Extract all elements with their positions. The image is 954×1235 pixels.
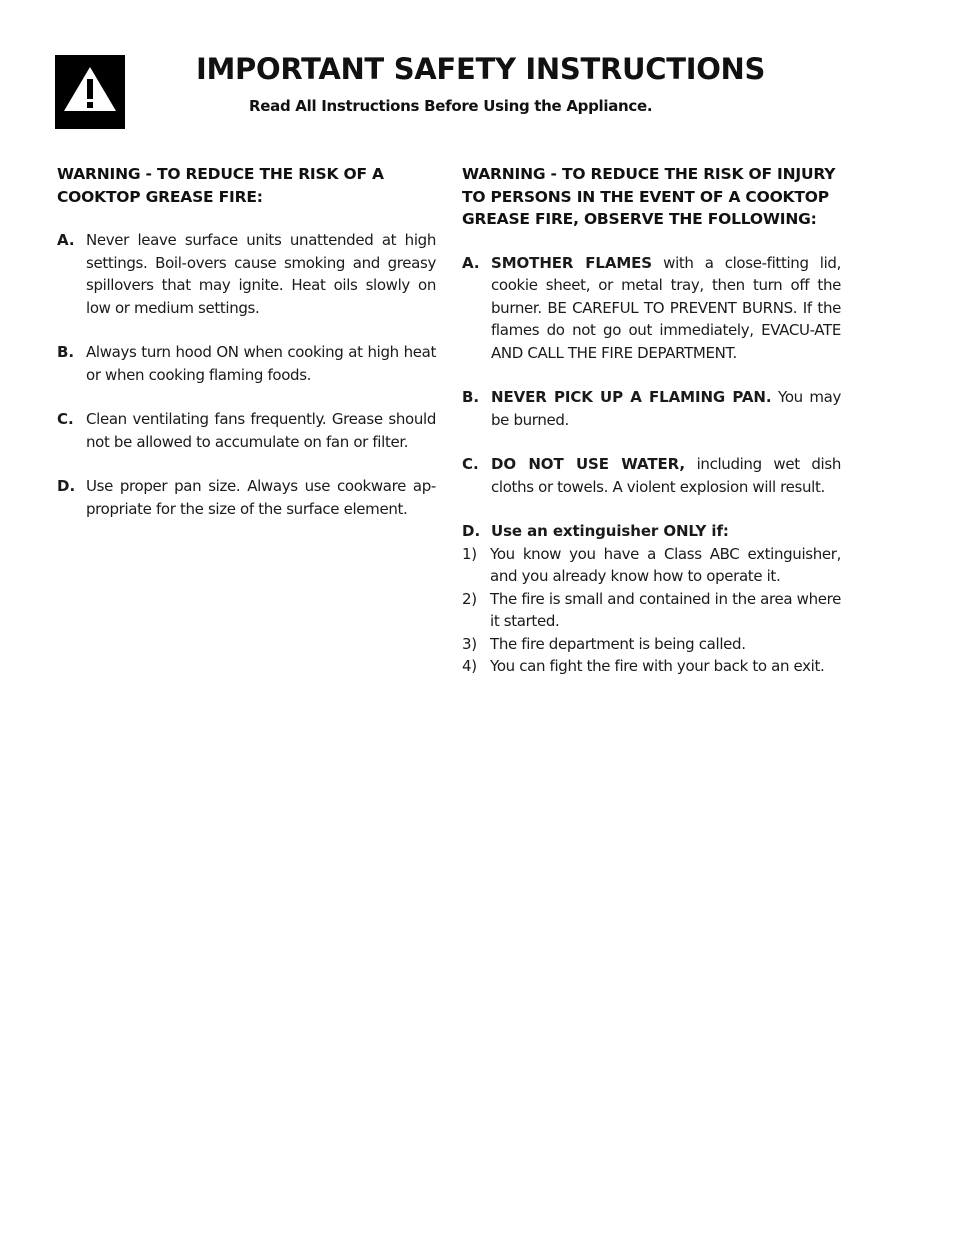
item-marker: A. — [57, 231, 75, 249]
list-item — [57, 475, 436, 520]
list-item — [57, 341, 436, 386]
item-lead: Use an extinguisher ONLY if: — [491, 522, 729, 540]
item-text: You may be burned. — [491, 388, 841, 429]
list-item — [57, 229, 436, 319]
item-lead: SMOTHER FLAMES — [491, 253, 653, 272]
item-lead: NEVER PICK UP A FLAMING PAN. — [491, 388, 772, 406]
condition-text: You can fight the fire with your back to an exit. — [490, 657, 825, 675]
warning-triangle-icon — [55, 55, 125, 129]
item-marker: B. — [462, 388, 480, 406]
item-marker: D. — [462, 522, 481, 540]
list-item — [57, 408, 436, 453]
condition-text: The fire department is being called. — [490, 634, 746, 653]
right-warning-heading: WARNING - TO REDUCE THE RISK OF INJURY TO PERSONS IN THE EVENT OF A COOKTOP GREASE FIRE, OBSERVE THE FOLLOWING: — [462, 165, 836, 228]
left-warning-heading: WARNING - TO REDUCE THE RISK OF A COOKTOP GREASE FIRE: — [57, 165, 384, 206]
item-text: Always turn hood ON when cooking at high heat or when cooking flaming foods. — [86, 343, 436, 384]
condition-marker: 1) — [462, 544, 477, 563]
condition-item — [462, 655, 841, 678]
item-lead: DO NOT USE WATER, — [491, 455, 685, 473]
list-item — [462, 520, 841, 543]
left-instruction-list — [57, 229, 436, 520]
item-text: with a close-fitting lid, cookie sheet, or metal tray, then turn off the burner. BE CAREFUL TO PREVENT BURNS. If the flames do not go out immediately, EVACU-ATE AND CALL THE FIRE DEPARTMENT. — [491, 253, 841, 362]
item-marker: C. — [57, 410, 74, 428]
item-text: Clean ventilating fans frequently. Grease should not be allowed to accumulate on fan or filter. — [86, 410, 436, 451]
right-instruction-list — [462, 252, 841, 543]
condition-item — [462, 588, 841, 633]
item-text: Never leave surface units unattended at high settings. Boil-overs cause smoking and greasy spillovers that may ignite. Heat oils slowly on low or medium settings. — [86, 231, 436, 317]
item-marker: C. — [462, 455, 479, 473]
condition-text: You know you have a Class ABC extinguisher, and you already know how to operate it. — [490, 544, 841, 585]
condition-marker: 4) — [462, 657, 477, 675]
condition-item — [462, 543, 841, 588]
page-subtitle: Read All Instructions Before Using the Appliance. — [249, 97, 653, 115]
condition-text: The fire is small and contained in the area where it started. — [490, 589, 841, 630]
list-item — [462, 252, 841, 365]
item-text: including wet dish cloths or towels. A violent explosion will result. — [491, 455, 841, 496]
page-title: IMPORTANT SAFETY INSTRUCTIONS — [196, 52, 766, 86]
condition-marker: 2) — [462, 589, 477, 608]
item-marker: B. — [57, 343, 75, 361]
extinguisher-conditions-list — [462, 543, 841, 678]
item-marker: A. — [462, 253, 480, 272]
condition-item — [462, 633, 841, 656]
item-marker: D. — [57, 477, 76, 495]
warning-badge — [55, 55, 125, 129]
list-item — [462, 453, 841, 498]
list-item — [462, 386, 841, 431]
left-column — [57, 163, 436, 542]
item-text: Use proper pan size. Always use cookware ap-propriate for the size of the surface element. — [86, 477, 436, 518]
right-column — [462, 163, 841, 678]
condition-marker: 3) — [462, 634, 477, 653]
